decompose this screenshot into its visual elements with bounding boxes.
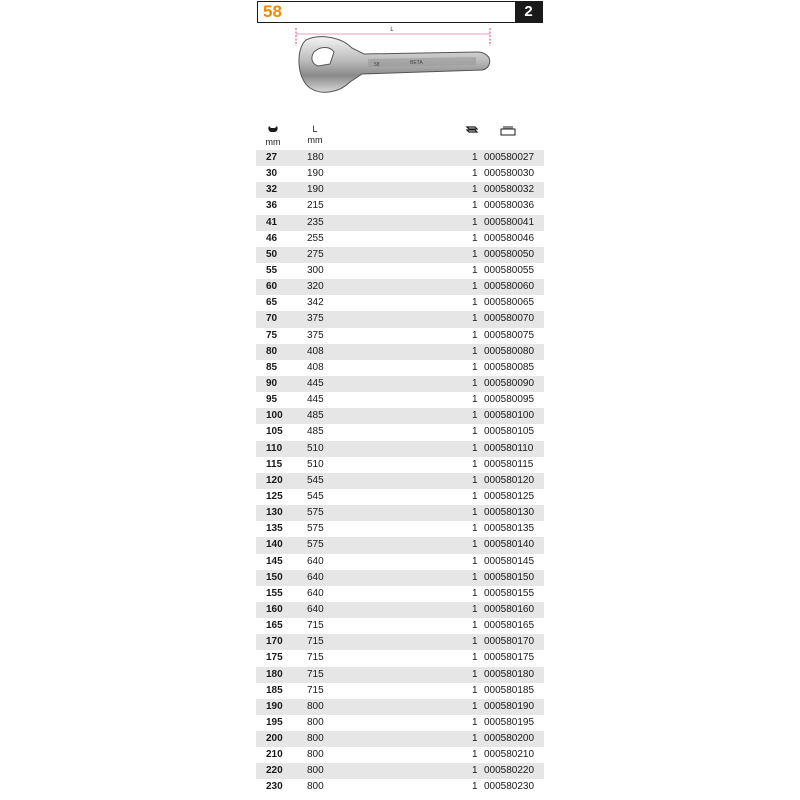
article-cell: 000580065: [484, 297, 535, 309]
qty-cell: 1: [472, 749, 478, 761]
article-cell: 000580027: [484, 152, 535, 163]
length-cell: 640: [307, 555, 324, 567]
qty-cell: 1: [472, 474, 478, 486]
col-header-length: [302, 124, 328, 150]
length-cell: 800: [307, 749, 324, 761]
length-unit-label: mm: [307, 135, 323, 145]
length-cell: 800: [307, 765, 324, 777]
article-cell: 000580200: [484, 733, 535, 745]
article-cell: 000580185: [484, 684, 535, 696]
pack-quantity-icon: [464, 124, 480, 139]
table-row: [256, 263, 544, 279]
qty-cell: 1: [472, 539, 478, 551]
size-cell: 125: [266, 490, 283, 502]
size-cell: 120: [266, 474, 283, 486]
qty-cell: 1: [472, 587, 478, 599]
table-row: [256, 699, 544, 715]
qty-cell: 1: [472, 458, 478, 470]
table-row: [256, 489, 544, 505]
length-cell: 180: [307, 152, 324, 163]
size-cell: 200: [266, 733, 283, 745]
qty-cell: 1: [472, 507, 478, 519]
size-cell: 36: [266, 200, 278, 212]
article-cell: 000580150: [484, 571, 535, 583]
size-cell: 75: [266, 329, 278, 341]
article-cell: 000580140: [484, 539, 535, 551]
length-cell: 235: [307, 216, 324, 228]
size-cell: 65: [266, 297, 278, 309]
size-cell: 55: [266, 264, 278, 276]
table-row: [256, 441, 544, 457]
qty-cell: 1: [472, 216, 478, 228]
length-cell: 640: [307, 587, 324, 599]
size-cell: 130: [266, 507, 283, 519]
article-cell: 000580100: [484, 410, 535, 422]
length-cell: 545: [307, 474, 324, 486]
qty-cell: 1: [472, 668, 478, 680]
pack-qty-badge: 2: [515, 2, 542, 22]
article-cell: 000580095: [484, 394, 535, 406]
article-cell: 000580220: [484, 765, 535, 777]
length-cell: 215: [307, 200, 324, 212]
article-cell: 000580155: [484, 587, 535, 599]
model-code: 58: [263, 2, 282, 21]
table-row: [256, 634, 544, 650]
article-cell: 000580110: [484, 442, 534, 454]
qty-cell: 1: [472, 733, 478, 745]
qty-cell: 1: [472, 555, 478, 567]
qty-cell: 1: [472, 700, 478, 712]
table-row: [256, 554, 544, 570]
length-cell: 342: [307, 297, 324, 309]
qty-cell: 1: [472, 410, 478, 422]
article-cell: 000580032: [484, 184, 535, 196]
length-cell: 510: [307, 442, 324, 454]
table-row: [256, 247, 544, 263]
wrench-opening-icon: [260, 124, 286, 137]
length-cell: 640: [307, 571, 324, 583]
qty-cell: 1: [472, 313, 478, 325]
qty-cell: 1: [472, 765, 478, 777]
table-row: [256, 279, 544, 295]
length-cell: 575: [307, 507, 324, 519]
qty-cell: 1: [472, 426, 478, 438]
article-cell: 000580175: [484, 652, 535, 664]
table-row: [256, 779, 544, 795]
length-cell: 800: [307, 700, 324, 712]
table-row: [256, 747, 544, 763]
article-cell: 000580165: [484, 620, 535, 632]
size-cell: 110: [266, 442, 283, 454]
size-cell: 100: [266, 410, 283, 422]
length-cell: 800: [307, 781, 324, 793]
table-row: [256, 457, 544, 473]
table-row: [256, 344, 544, 360]
qty-cell: 1: [472, 490, 478, 502]
product-table: [256, 150, 544, 796]
size-cell: 105: [266, 426, 283, 438]
article-cell: 000580135: [484, 523, 535, 535]
table-row: [256, 182, 544, 198]
table-row: [256, 424, 544, 440]
col-header-size: [260, 124, 286, 150]
length-cell: 300: [307, 264, 324, 276]
article-cell: 000580036: [484, 200, 535, 212]
article-cell: 000580190: [484, 700, 535, 712]
length-cell: 275: [307, 248, 324, 260]
table-row: [256, 376, 544, 392]
qty-cell: 1: [472, 523, 478, 535]
table-row: [256, 570, 544, 586]
qty-cell: 1: [472, 281, 478, 293]
length-cell: 408: [307, 361, 324, 373]
size-cell: 50: [266, 248, 278, 260]
table-row: [256, 537, 544, 553]
qty-cell: 1: [472, 329, 478, 341]
table-row: [256, 311, 544, 327]
article-cell: 000580075: [484, 329, 535, 341]
article-cell: 000580085: [484, 361, 535, 373]
article-cell: 000580230: [484, 781, 535, 793]
article-cell: 000580055: [484, 264, 535, 276]
article-cell: 000580130: [484, 507, 535, 519]
table-row: [256, 215, 544, 231]
length-cell: 510: [307, 458, 324, 470]
table-row: [256, 392, 544, 408]
table-row: [256, 618, 544, 634]
table-row: [256, 763, 544, 779]
size-cell: 160: [266, 603, 283, 615]
length-cell: 445: [307, 377, 324, 389]
size-cell: 70: [266, 313, 278, 325]
size-cell: 180: [266, 668, 283, 680]
length-cell: 190: [307, 184, 324, 196]
length-cell: 485: [307, 410, 324, 422]
article-cell: 000580080: [484, 345, 535, 357]
size-cell: 80: [266, 345, 278, 357]
size-cell: 115: [266, 458, 283, 470]
article-cell: 000580050: [484, 248, 535, 260]
size-cell: 90: [266, 377, 278, 389]
qty-cell: 1: [472, 603, 478, 615]
article-cell: 000580170: [484, 636, 535, 648]
size-cell: 60: [266, 281, 278, 293]
table-row: [256, 231, 544, 247]
col-header-article: [498, 124, 518, 150]
table-row: [256, 586, 544, 602]
length-cell: 255: [307, 232, 324, 244]
article-cell: 000580160: [484, 603, 535, 615]
size-cell: 41: [266, 216, 278, 228]
table-row: [256, 473, 544, 489]
length-cell: 800: [307, 733, 324, 745]
qty-cell: 1: [472, 345, 478, 357]
length-cell: 715: [307, 684, 324, 696]
length-cell: 715: [307, 636, 324, 648]
size-cell: 210: [266, 749, 283, 761]
qty-cell: 1: [472, 232, 478, 244]
length-cell: 575: [307, 539, 324, 551]
size-cell: 32: [266, 184, 278, 196]
table-row: [256, 505, 544, 521]
qty-cell: 1: [472, 652, 478, 664]
svg-text:58: 58: [374, 62, 380, 68]
article-cell: 000580195: [484, 716, 535, 728]
size-cell: 185: [266, 684, 283, 696]
size-cell: 175: [266, 652, 283, 664]
qty-cell: 1: [472, 394, 478, 406]
article-cell: 000580070: [484, 313, 535, 325]
product-header-bar: [257, 1, 543, 23]
length-cell: 408: [307, 345, 324, 357]
size-cell: 230: [266, 781, 283, 793]
size-cell: 140: [266, 539, 283, 551]
table-row: [256, 667, 544, 683]
length-cell: 485: [307, 426, 324, 438]
size-cell: 170: [266, 636, 283, 648]
size-cell: 27: [266, 152, 278, 163]
article-cell: 000580060: [484, 281, 535, 293]
length-cell: 190: [307, 168, 324, 180]
table-row: [256, 715, 544, 731]
length-cell: 715: [307, 668, 324, 680]
barcode-icon: [498, 124, 518, 139]
length-cell: 800: [307, 716, 324, 728]
size-cell: 165: [266, 620, 283, 632]
svg-text:BETA: BETA: [410, 60, 423, 66]
size-cell: 46: [266, 232, 278, 244]
table-row: [256, 650, 544, 666]
qty-cell: 1: [472, 377, 478, 389]
article-cell: 000580210: [484, 749, 535, 761]
size-cell: 155: [266, 587, 283, 599]
table-row: [256, 408, 544, 424]
table-row: [256, 731, 544, 747]
qty-cell: 1: [472, 297, 478, 309]
length-cell: 375: [307, 329, 324, 341]
article-cell: 000580115: [484, 458, 534, 470]
article-cell: 000580105: [484, 426, 535, 438]
qty-cell: 1: [472, 168, 478, 180]
length-cell: 445: [307, 394, 324, 406]
length-cell: 715: [307, 620, 324, 632]
col-header-qty: [464, 124, 480, 150]
qty-cell: 1: [472, 184, 478, 196]
table-row: [256, 150, 544, 166]
wrench-image: [292, 24, 498, 102]
length-cell: 640: [307, 603, 324, 615]
qty-cell: 1: [472, 781, 478, 793]
size-cell: 190: [266, 700, 283, 712]
table-row: [256, 602, 544, 618]
table-row: [256, 521, 544, 537]
length-cell: 545: [307, 490, 324, 502]
qty-cell: 1: [472, 636, 478, 648]
size-cell: 135: [266, 523, 283, 535]
article-cell: 000580046: [484, 232, 535, 244]
article-cell: 000580145: [484, 555, 535, 567]
qty-cell: 1: [472, 248, 478, 260]
size-cell: 150: [266, 571, 283, 583]
size-cell: 85: [266, 361, 278, 373]
size-cell: 195: [266, 716, 283, 728]
article-cell: 000580125: [484, 490, 535, 502]
table-row: [256, 328, 544, 344]
size-cell: 30: [266, 168, 278, 180]
table-row: [256, 360, 544, 376]
size-cell: 95: [266, 394, 278, 406]
article-cell: 000580030: [484, 168, 535, 180]
qty-cell: 1: [472, 571, 478, 583]
qty-cell: 1: [472, 152, 478, 163]
qty-cell: 1: [472, 264, 478, 276]
size-cell: 220: [266, 765, 283, 777]
size-unit-label: mm: [265, 137, 281, 147]
length-cell: 575: [307, 523, 324, 535]
length-cell: 320: [307, 281, 324, 293]
table-row: [256, 166, 544, 182]
dimension-label: L: [390, 27, 394, 33]
length-label: L: [312, 124, 318, 134]
length-cell: 715: [307, 652, 324, 664]
table-row: [256, 295, 544, 311]
article-cell: 000580090: [484, 377, 535, 389]
qty-cell: 1: [472, 684, 478, 696]
size-cell: 145: [266, 555, 283, 567]
qty-cell: 1: [472, 442, 478, 454]
article-cell: 000580041: [484, 216, 535, 228]
qty-cell: 1: [472, 200, 478, 212]
length-cell: 375: [307, 313, 324, 325]
table-row: [256, 198, 544, 214]
qty-cell: 1: [472, 716, 478, 728]
article-cell: 000580180: [484, 668, 535, 680]
table-row: [256, 683, 544, 699]
qty-cell: 1: [472, 620, 478, 632]
qty-cell: 1: [472, 361, 478, 373]
article-cell: 000580120: [484, 474, 535, 486]
